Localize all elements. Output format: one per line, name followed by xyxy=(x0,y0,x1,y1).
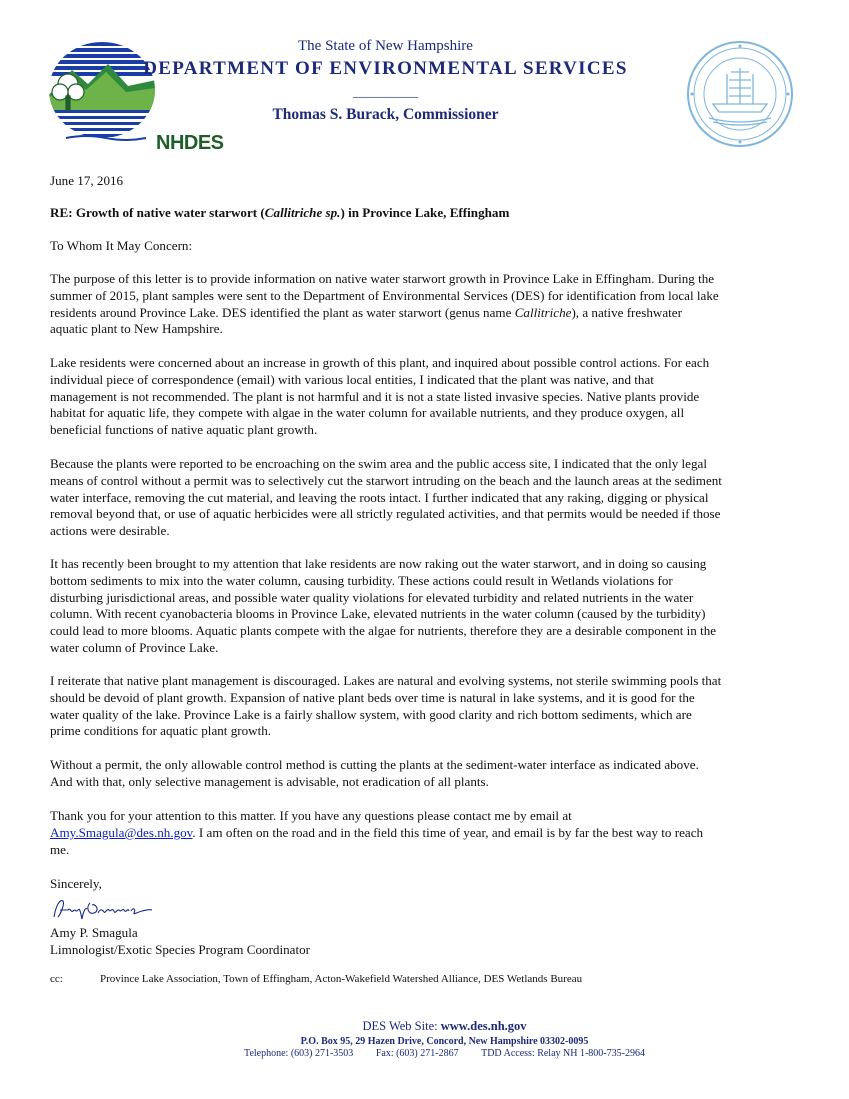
p2-line: management is not recommended. The plant is not harmful and it is not a state listed invasive species. Native plants provide xyxy=(50,388,700,404)
p1-line-text: residents around Province Lake. DES identified the plant as water starwort (genus name xyxy=(50,304,515,320)
paragraph-6 xyxy=(50,757,802,791)
p2-line: individual piece of correspondence (email) with various local entities, I indicated that the plant was native, and that xyxy=(50,371,654,387)
footer-contacts xyxy=(20,1048,849,1059)
salutation: To Whom It May Concern: xyxy=(50,238,193,253)
p2-line: beneficial functions of native aquatic plant growth. xyxy=(50,422,318,438)
signature-graphic xyxy=(50,895,154,923)
p3-line: removal beyond that, or use of aquatic herbicides were all strictly regulated activities, and that permits would be needed if those xyxy=(50,506,721,522)
letter-date: June 17, 2016 xyxy=(50,173,124,188)
subject-prefix: RE: Growth of native water starwort ( xyxy=(50,205,265,220)
paragraph-5 xyxy=(50,673,802,740)
p1-line-text: ), a native freshwater xyxy=(571,304,682,320)
handwritten-signature xyxy=(50,895,154,923)
p5-line: I reiterate that native plant management is discouraged. Lakes are natural and evolving systems, not sterile swimming pools that xyxy=(50,673,722,688)
state-seal-graphic xyxy=(683,40,797,148)
closing: Sincerely, xyxy=(50,876,102,891)
paragraph-4 xyxy=(50,556,802,657)
web-url[interactable]: www.des.nh.gov xyxy=(440,1019,527,1033)
logo-text: NHDES xyxy=(156,132,224,154)
p2-line: Lake residents were concerned about an increase in growth of this plant, and inquired about possible control actions. For each xyxy=(50,355,710,370)
p4-line: It has recently been brought to my attention that lake residents are now raking out the water starwort, and in doing so causing xyxy=(50,556,707,571)
cc-recipients: Province Lake Association, Town of Effingham, Acton-Wakefield Watershed Alliance, DES Wetlands Bureau xyxy=(100,973,583,985)
p4-line: could lead to more blooms. Aquatic plants compete with the algae for nutrients, therefore they are a desirable component in the xyxy=(50,623,717,639)
p3-line: means of control without a permit was to selectively cut the starwort intruding on the beach and the launch areas at the sediment xyxy=(50,472,722,488)
p4-line: bottom sediments to mix into the water column, causing turbidity. These actions could result in Wetlands violations for xyxy=(50,572,673,588)
p5-line: prime conditions for aquatic plant growth. xyxy=(50,723,272,739)
paragraph-1 xyxy=(50,271,802,338)
department-name: DEPARTMENT OF ENVIRONMENTAL SERVICES xyxy=(143,58,628,79)
cc-label: cc: xyxy=(50,973,63,985)
p7-line xyxy=(50,825,802,842)
web-label: DES Web Site: xyxy=(362,1019,438,1033)
footer-website xyxy=(20,1019,849,1034)
state-seal xyxy=(683,40,797,148)
paragraph-3 xyxy=(50,456,802,540)
paragraph-7 xyxy=(50,808,802,858)
p3-line: water interface, removing the cut material, and leaving the roots intact. I further indicated that any raking, digging or physical xyxy=(50,489,709,505)
state-name: The State of New Hampshire xyxy=(298,38,473,54)
paragraph-2 xyxy=(50,355,802,439)
footer-fax: Fax: (603) 271-2867 xyxy=(375,1048,459,1059)
footer-tdd: TDD Access: Relay NH 1-800-735-2964 xyxy=(481,1048,645,1059)
p5-line: water quality of the lake. Province Lake is a fairly shallow system, with good clarity and rich bottom sediments, which are xyxy=(50,706,692,722)
p5-line: should be devoid of plant growth. Expansion of native plant beds over time is natural in lake systems, and it is good for the xyxy=(50,689,695,705)
p7-line: Thank you for your attention to this matter. If you have any questions please contact me by email at xyxy=(50,808,572,823)
p6-line: And with that, only selective management is advisable, not eradication of all plants. xyxy=(50,773,489,789)
commissioner-name: Thomas S. Burack, Commissioner xyxy=(272,106,499,123)
p7-line: me. xyxy=(50,841,70,857)
p2-line: habitat for aquatic life, they compete with algae in the water column for available nutrients, and they produce oxygen, all xyxy=(50,405,685,421)
subject-suffix: ) in Province Lake, Effingham xyxy=(340,205,510,220)
p3-line: actions were desirable. xyxy=(50,523,170,539)
p1-line: aquatic plant to New Hampshire. xyxy=(50,321,223,337)
p4-line: column. With recent cyanobacteria blooms in Province Lake, elevated nutrients in the water column (caused by the turbidity) xyxy=(50,606,706,622)
p1-genus: Callitriche xyxy=(514,304,572,320)
signer-title: Limnologist/Exotic Species Program Coordinator xyxy=(50,942,311,957)
p1-line xyxy=(50,305,802,322)
p3-line: Because the plants were reported to be encroaching on the swim area and the public access site, I indicated that the only legal xyxy=(50,456,707,471)
p1-line: The purpose of this letter is to provide information on native water starwort growth in Province Lake in Effingham. During the xyxy=(50,271,715,286)
subject-genus: Callitriche sp. xyxy=(264,205,341,220)
footer-telephone: Telephone: (603) 271-3503 xyxy=(244,1048,354,1059)
header-rule: __________ xyxy=(353,84,418,99)
p1-line: summer of 2015, plant samples were sent to the Department of Environmental Services (DES) for identification from local lake xyxy=(50,287,719,303)
p4-line: disturbing jurisdictional areas, and possible water quality violations for elevated turbidity and related nutrients in the water xyxy=(50,589,694,605)
p6-line: Without a permit, the only allowable control method is cutting the plants at the sediment-water interface as indicated above. xyxy=(50,757,699,772)
email-link[interactable]: Amy.Smagula@des.nh.gov xyxy=(50,824,193,840)
p7-line-text: . I am often on the road and in the field this time of year, and email is by far the best way to reach xyxy=(192,824,704,840)
signer-name: Amy P. Smagula xyxy=(50,925,138,940)
footer-address: P.O. Box 95, 29 Hazen Drive, Concord, New Hampshire 03302-0095 xyxy=(300,1036,589,1047)
subject-line xyxy=(50,204,802,221)
p4-line: water column of Province Lake. xyxy=(50,639,219,655)
